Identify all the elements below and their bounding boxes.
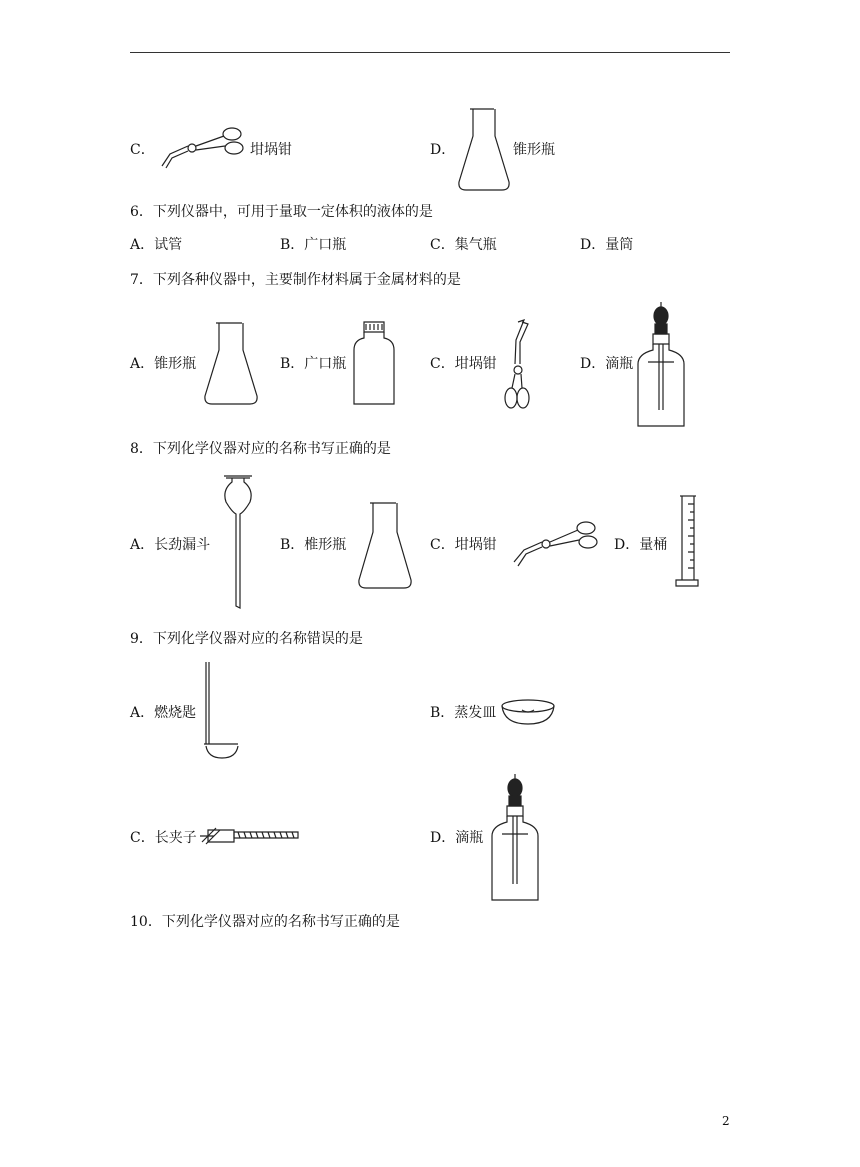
q8-option-c: C．坩埚钳 <box>430 537 497 553</box>
q8-option-a: A．长劲漏斗 <box>130 537 211 553</box>
q5-option-c-letter: C． <box>130 142 155 158</box>
dropper-bottle-icon <box>634 300 688 430</box>
q8-stem: 8．下列化学仪器对应的名称书写正确的是 <box>130 441 391 457</box>
page-number: 2 <box>722 1114 730 1128</box>
dropper-bottle-icon <box>488 772 542 904</box>
q9-option-b: B．蒸发皿 <box>430 705 497 721</box>
wide-mouth-bottle-icon <box>352 320 396 406</box>
q7-option-a: A．锥形瓶 <box>130 356 197 372</box>
q7-option-c: C．坩埚钳 <box>430 356 497 372</box>
q7-option-d: D．滴瓶 <box>580 356 634 372</box>
evaporating-dish-icon <box>500 698 556 728</box>
q6-option-d: D．量筒 <box>580 237 634 253</box>
q8-option-b: B．椎形瓶 <box>280 537 347 553</box>
q10-stem: 10．下列化学仪器对应的名称书写正确的是 <box>130 914 400 930</box>
q6-option-b: B．广口瓶 <box>280 237 347 253</box>
long-neck-funnel-icon <box>220 474 256 610</box>
q6-option-c: C．集气瓶 <box>430 237 497 253</box>
q9-option-d: D．滴瓶 <box>430 830 484 846</box>
q5-option-c-label: 坩埚钳 <box>250 142 292 158</box>
q9-option-c: C．长夹子 <box>130 830 197 846</box>
q7-option-b: B．广口瓶 <box>280 356 347 372</box>
header-rule <box>130 52 730 53</box>
q7-stem: 7．下列各种仪器中，主要制作材料属于金属材料的是 <box>130 272 461 288</box>
crucible-tongs-icon <box>508 518 600 568</box>
q5-option-d-letter: D． <box>430 142 456 158</box>
q9-stem: 9．下列化学仪器对应的名称错误的是 <box>130 631 363 647</box>
conical-flask-icon <box>356 500 414 590</box>
q9-option-a: A．燃烧匙 <box>130 705 197 721</box>
crucible-tongs-icon <box>156 124 246 170</box>
combustion-spoon-icon <box>200 660 242 762</box>
q8-option-d: D．量桶 <box>614 537 668 553</box>
q6-stem: 6．下列仪器中，可用于量取一定体积的液体的是 <box>130 204 433 220</box>
crucible-tongs-icon <box>500 320 534 412</box>
q6-option-a: A．试管 <box>130 237 183 253</box>
conical-flask-icon <box>456 106 512 192</box>
graduated-cylinder-icon <box>674 494 700 590</box>
conical-flask-icon <box>202 320 260 406</box>
q5-option-d-label: 锥形瓶 <box>513 142 555 158</box>
long-clamp-icon <box>198 824 302 848</box>
